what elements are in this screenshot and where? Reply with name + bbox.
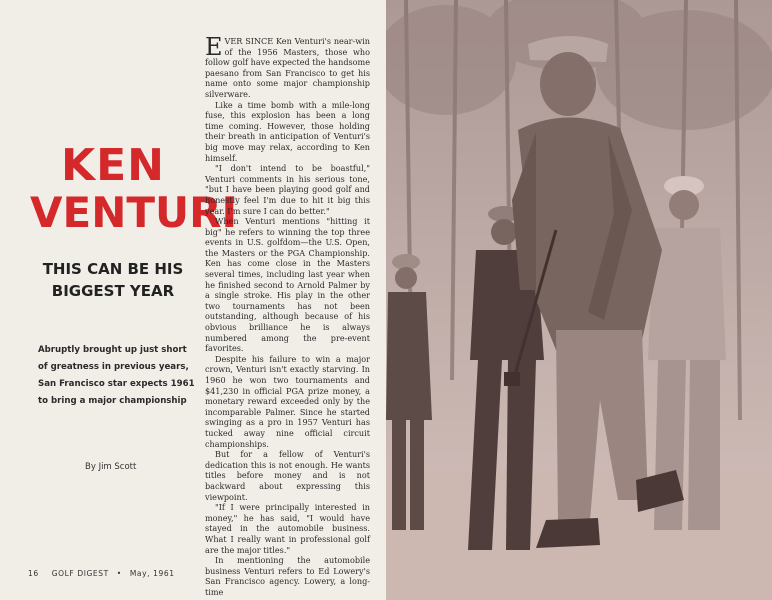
subtitle-line1: THIS CAN BE HIS [42,260,184,278]
article-title-line2: VENTURI [30,188,238,237]
article-deck [38,342,198,410]
folio-separator: • [116,569,122,578]
paragraph: When Venturi mentions "hitting it big" he refers to winning the top three events in U.S. golfdom—the U.S. Open, the Masters or the PGA Championship. Ken has come close in the Masters several times, including last year when he finished second to Arnold Palmer by a single stroke. His play in the other two tournaments has not been outstanding, although because of his obvious brilliance he is always numbered among the pre-event favorites. [205,216,370,354]
paragraph: EVER SINCE Ken Venturi's near-win of the 1956 Masters, those who follow golf have expected the handsome paesano from San Francisco to get his name onto some major championship silverware. [205,33,371,99]
deck-line: San Francisco star expects 1961 [38,379,195,389]
issue-date: May, 1961 [129,569,175,578]
drop-cap: E [205,33,223,61]
paragraph: Despite his failure to win a major crown, Venturi isn't exactly starving. In 1960 he won two tournaments and $41,230 in official PGA prize money, a monetary reward exceeded only by the incomparable Palmer. Since he started swinging as a pro in 1957 Venturi has tucked away nine official circuit championships. [205,353,370,449]
deck-line: of greatness in previous years, [38,362,189,372]
folio [28,569,175,578]
photo-tint [386,0,772,600]
photo-page [386,0,772,600]
deck-line: to bring a major championship [38,396,187,406]
golfer-photo [386,0,772,600]
article-body [205,33,371,597]
paragraph: Like a time bomb with a mile-long fuse, this explosion has been a long time coming. However, those holding their breath in anticipation of Venturi's big move may relax, according to Ken himself. [205,99,370,163]
paragraph: "If I were principally interested in money," he has said, "I would have stayed in the automobile business. What I really want in professional golf are the major titles." [205,502,370,555]
magazine-name: GOLF DIGEST [51,569,109,578]
paragraph: But for a fellow of Venturi's dedication this is not enough. He wants titles before money and is not backward about expressing this viewpoint. [205,449,370,502]
article-subtitle [28,258,198,302]
page-number: 16 [28,569,39,578]
article-title-line1: KEN [61,140,165,191]
deck-line: Abruptly brought up just short [38,345,187,355]
paragraph: In mentioning the automobile business Venturi refers to Ed Lowery's San Francisco agency. Lowery, a long-time [205,555,370,597]
byline: By Jim Scott [85,462,137,472]
paragraph: "I don't intend to be boastful," Venturi comments in his serious tone, "but I have been playing good golf and honestly feel I'm due to hit it big this year. I'm sure I can do better." [205,163,370,216]
subtitle-line2: BIGGEST YEAR [51,282,175,300]
